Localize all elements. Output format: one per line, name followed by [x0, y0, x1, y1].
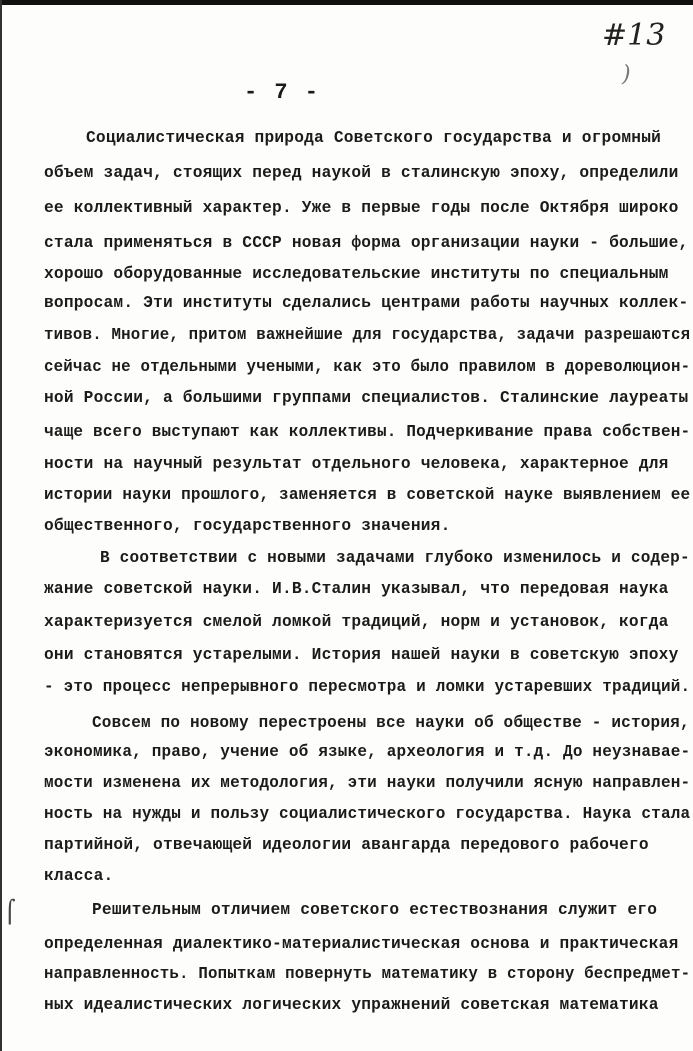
margin-bracket-mark: ⌠	[4, 900, 16, 925]
text-line: ность на нужды и пользу социалистического государства. Наука стала	[44, 805, 691, 823]
text-line: класса.	[44, 867, 114, 885]
text-line: вопросам. Эти институты сделались центрами работы научных коллек-	[44, 294, 689, 312]
text-line: мости изменена их методология, эти науки получили ясную направлен-	[44, 774, 691, 792]
text-line: чаще всего выступают как коллективы. Подчеркивание права собствен-	[44, 423, 691, 441]
scan-edge-top	[0, 0, 693, 5]
text-line: партийной, отвечающей идеологии авангарда передового рабочего	[44, 836, 649, 854]
text-line: Совсем по новому перестроены все науки об обществе - история,	[92, 714, 690, 732]
handwritten-page-number: #13	[602, 18, 666, 53]
text-line: ности на научный результат отдельного человека, характерное для	[44, 455, 669, 473]
text-line: общественного, государственного значения.	[44, 517, 451, 535]
text-line: жание советской науки. И.В.Сталин указывал, что передовая наука	[44, 580, 669, 598]
text-line: объем задач, стоящих перед наукой в сталинскую эпоху, определили	[44, 164, 679, 182]
text-line: ных идеалистических логических упражнений советская математика	[44, 996, 659, 1014]
text-line: сейчас не отдельными учеными, как это было правилом в дореволюцион-	[44, 358, 691, 376]
text-line: ной России, а большими группами специалистов. Сталинские лауреаты	[44, 389, 689, 407]
text-line: определенная диалектико-материалистическая основа и практическая	[44, 935, 679, 953]
page-number: - 7 -	[244, 80, 321, 105]
text-line: они становятся устарелыми. История нашей науки в советскую эпоху	[44, 646, 679, 664]
text-line: характеризуется смелой ломкой традиций, норм и установок, когда	[44, 613, 669, 631]
text-line: истории науки прошлого, заменяется в советской науке выявлением ее	[44, 486, 691, 504]
text-line: Социалистическая природа Советского государства и огромный	[86, 129, 662, 147]
text-line: направленность. Попыткам повернуть математику в сторону беспредмет-	[44, 965, 691, 983]
text-line: стала применяться в СССР новая форма организации науки - большие,	[44, 234, 689, 252]
scan-edge-left	[0, 0, 2, 1051]
text-line: В соответствии с новыми задачами глубоко изменилось и содер-	[100, 549, 690, 567]
text-line: хорошо оборудованные исследовательские институты по специальным	[44, 265, 669, 283]
text-line: ее коллективный характер. Уже в первые годы после Октября широко	[44, 199, 679, 217]
text-line: - это процесс непрерывного пересмотра и ломки устаревших традиций.	[44, 678, 691, 696]
text-line: экономика, право, учение об языке, археология и т.д. До неузнавае-	[44, 743, 691, 761]
handwritten-mark: )	[622, 62, 631, 87]
text-line: Решительным отличием советского естествознания служит его	[92, 901, 658, 919]
text-line: тивов. Многие, притом важнейшие для государства, задачи разрешаются	[44, 326, 691, 344]
